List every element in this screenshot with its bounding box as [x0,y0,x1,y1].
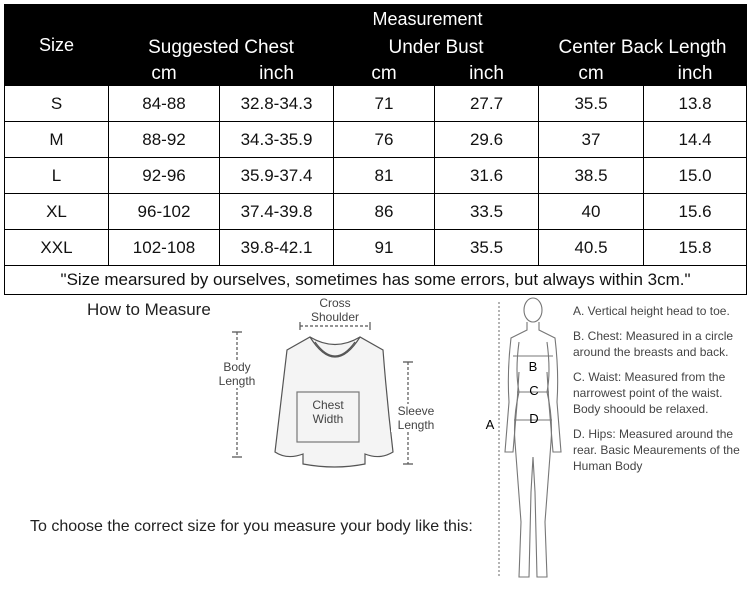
table-cell: 31.6 [435,158,539,194]
table-cell: 37 [539,122,644,158]
table-cell: 81 [334,158,435,194]
unit-header: cm [334,63,435,86]
choose-size-instruction: To choose the correct size for you measure your body like this: [30,518,473,535]
table-row [5,86,747,122]
table-cell: 38.5 [539,158,644,194]
unit-header: inch [220,63,334,86]
mark-a: A [485,417,495,432]
group-header-under-bust: Under Bust [334,34,539,63]
mark-d: D [529,411,539,426]
table-cell: 34.3-35.9 [220,122,334,158]
table-row [5,122,747,158]
table-cell: 71 [334,86,435,122]
table-cell: 15.8 [644,230,747,266]
unit-header: inch [435,63,539,86]
table-cell: 102-108 [109,230,220,266]
group-header-back-length: Center Back Length [539,34,747,63]
unit-header: inch [644,63,747,86]
table-cell: 35.5 [539,86,644,122]
size-cell: XXL [5,230,109,266]
mark-c: C [529,383,539,398]
table-cell: 35.5 [435,230,539,266]
size-cell: L [5,158,109,194]
table-cell: 39.8-42.1 [220,230,334,266]
table-cell: 14.4 [644,122,747,158]
sleeve-length-label: Sleeve Length [391,404,441,432]
table-cell: 27.7 [435,86,539,122]
cross-shoulder-label: Cross Shoulder [310,296,360,324]
table-row [5,194,747,230]
table-cell: 13.8 [644,86,747,122]
table-cell: 15.0 [644,158,747,194]
mark-b: B [528,359,538,374]
table-cell: 84-88 [109,86,220,122]
table-cell: 88-92 [109,122,220,158]
table-cell: 35.9-37.4 [220,158,334,194]
note-hips: D. Hips: Measured around the rear. Basic Meaurements of the Human Body [573,427,740,473]
body-measure-figure [483,292,573,587]
chest-width-label: Chest Width [303,398,353,426]
size-header: Size [5,5,109,86]
table-cell: 32.8-34.3 [220,86,334,122]
size-cell: XL [5,194,109,230]
table-row [5,230,747,266]
table-cell: 86 [334,194,435,230]
size-cell: M [5,122,109,158]
table-cell: 29.6 [435,122,539,158]
table-cell: 37.4-39.8 [220,194,334,230]
body-length-label: Body Length [215,360,259,388]
size-disclaimer-note: "Size mearsured by ourselves, sometimes has some errors, but always within 3cm." [5,266,747,295]
table-cell: 96-102 [109,194,220,230]
table-cell: 40.5 [539,230,644,266]
table-cell: 76 [334,122,435,158]
table-cell: 91 [334,230,435,266]
table-row [5,158,747,194]
measurement-notes [573,303,748,483]
table-cell: 40 [539,194,644,230]
how-to-measure-title: How to Measure [87,300,211,319]
unit-header: cm [539,63,644,86]
measurement-header: Measurement [109,5,747,34]
table-cell: 92-96 [109,158,220,194]
group-header-chest: Suggested Chest [109,34,334,63]
table-cell: 33.5 [435,194,539,230]
jacket-measure-diagram [215,292,450,482]
note-chest: B. Chest: Measured in a circle around the breasts and back. [573,329,734,359]
table-cell: 15.6 [644,194,747,230]
size-chart-table [4,4,747,295]
note-waist: C. Waist: Measured from the narrowest point of the waist. Body shoould be relaxed. [573,370,726,416]
human-body-illustration [483,292,573,587]
size-cell: S [5,86,109,122]
unit-header: cm [109,63,220,86]
note-height: A. Vertical height head to toe. [573,304,730,318]
